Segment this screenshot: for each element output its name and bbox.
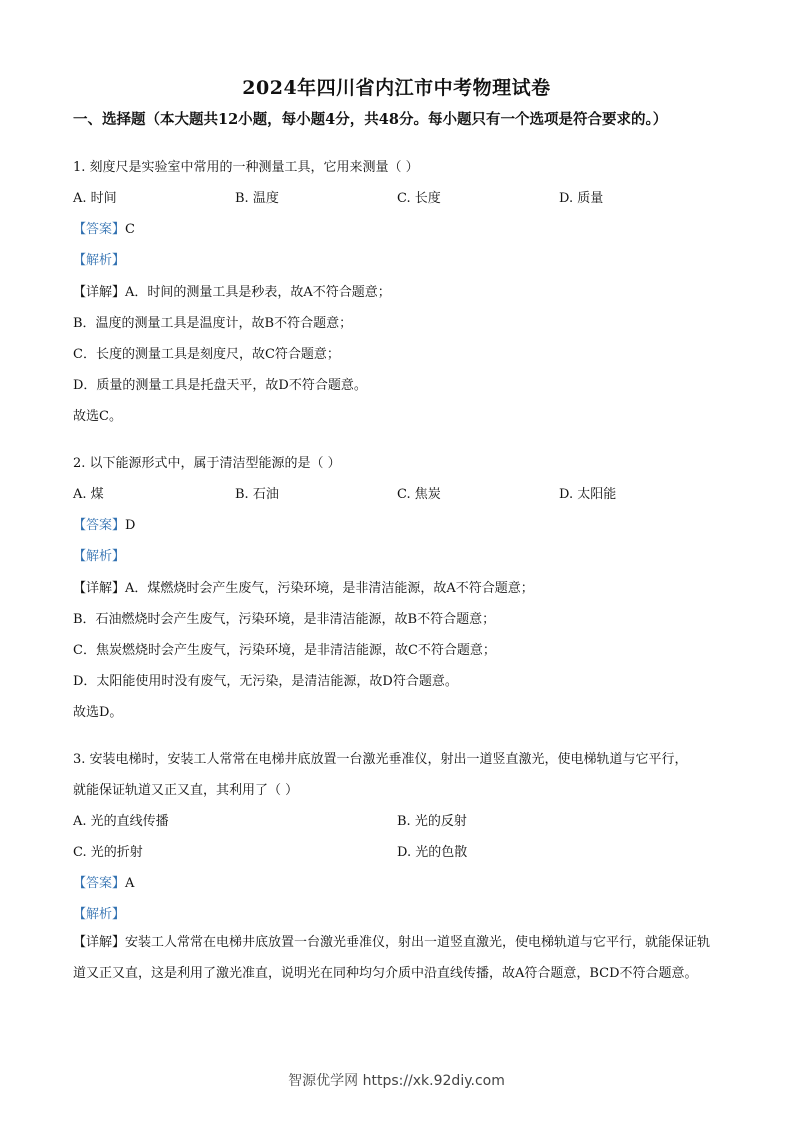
- detail-text: A．煤燃烧时会产生废气，污染环境，是非清洁能源，故A不符合题意；: [125, 581, 534, 596]
- question-3-option-a: A. 光的直线传播: [73, 814, 169, 829]
- answer-tag: 【答案】: [73, 876, 126, 891]
- question-2-option-c: C. 焦炭: [397, 487, 441, 502]
- question-1-answer: [73, 218, 135, 237]
- page-title: 2024年四川省内江市中考物理试卷: [242, 77, 551, 99]
- question-2-option-a: A. 煤: [73, 487, 104, 502]
- question-2-option-d: D. 太阳能: [559, 487, 617, 502]
- question-3-option-c: C. 光的折射: [73, 845, 143, 860]
- question-3-analysis-tag: 【解析】: [73, 907, 126, 922]
- answer-tag: 【答案】: [73, 518, 126, 533]
- question-2-stem: 2. 以下能源形式中，属于清洁型能源的是（ ）: [73, 456, 341, 471]
- question-2-conclusion: 故选D。: [73, 705, 123, 720]
- question-1-detail-line-2: B．温度的测量工具是温度计，故B不符合题意；: [73, 316, 353, 331]
- question-1-option-a: A. 时间: [73, 191, 117, 206]
- question-1-option-c: C. 长度: [397, 191, 441, 206]
- detail-text: 安装工人常常在电梯井底放置一台激光垂准仪，射出一道竖直激光，使电梯轨道与它平行，就能保证轨道又正又直，这是利用了激光准直，说明光在同种均匀介质中沿直线传播，故A符合题意，BCD不符合题意。: [73, 935, 711, 981]
- question-3-answer: [73, 872, 134, 891]
- answer-value: D: [125, 518, 136, 533]
- detail-tag: 【详解】: [73, 285, 126, 300]
- question-1-detail-line-3: C．长度的测量工具是刻度尺，故C符合题意；: [73, 347, 340, 362]
- question-1-detail-line-1: [73, 281, 391, 300]
- question-1-detail-line-4: D．质量的测量工具是托盘天平，故D不符合题意。: [73, 378, 367, 393]
- question-1-option-b: B. 温度: [235, 191, 279, 206]
- question-2-answer: [73, 514, 135, 533]
- section-heading: 一、选择题（本大题共12小题，每小题4分，共48分。每小题只有一个选项是符合要求的。）: [73, 111, 668, 128]
- footer-watermark: 智源优学网 https://xk.92diy.com: [288, 1073, 505, 1089]
- question-1-conclusion: 故选C。: [73, 409, 122, 424]
- question-3-stem-line-1: 3. 安装电梯时，安装工人常常在电梯井底放置一台激光垂准仪，射出一道竖直激光，使电梯轨道与它平行，: [73, 752, 688, 767]
- question-2-option-b: B. 石油: [235, 487, 279, 502]
- question-3-stem-line-2: 就能保证轨道又正又直，其利用了（ ）: [73, 783, 299, 798]
- detail-text: A．时间的测量工具是秒表，故A不符合题意；: [125, 285, 391, 300]
- answer-tag: 【答案】: [73, 222, 126, 237]
- question-3-detail: [73, 927, 723, 989]
- question-3-option-d: D. 光的色散: [397, 845, 468, 860]
- detail-tag: 【详解】: [73, 935, 126, 950]
- answer-value: C: [125, 222, 135, 237]
- answer-value: A: [125, 876, 135, 891]
- question-1-stem: 1. 刻度尺是实验室中常用的一种测量工具，它用来测量（ ）: [73, 160, 419, 175]
- question-2-detail-line-1: [73, 577, 534, 596]
- question-3-option-b: B. 光的反射: [397, 814, 467, 829]
- question-2-detail-line-3: C．焦炭燃烧时会产生废气，污染环境，是非清洁能源，故C不符合题意；: [73, 643, 496, 658]
- question-1-option-d: D. 质量: [559, 191, 604, 206]
- question-2-detail-line-4: D．太阳能使用时没有废气，无污染，是清洁能源，故D符合题意。: [73, 674, 458, 689]
- detail-tag: 【详解】: [73, 581, 126, 596]
- question-2-detail-line-2: B．石油燃烧时会产生废气，污染环境，是非清洁能源，故B不符合题意；: [73, 612, 496, 627]
- question-2-analysis-tag: 【解析】: [73, 549, 126, 564]
- question-1-analysis-tag: 【解析】: [73, 253, 126, 268]
